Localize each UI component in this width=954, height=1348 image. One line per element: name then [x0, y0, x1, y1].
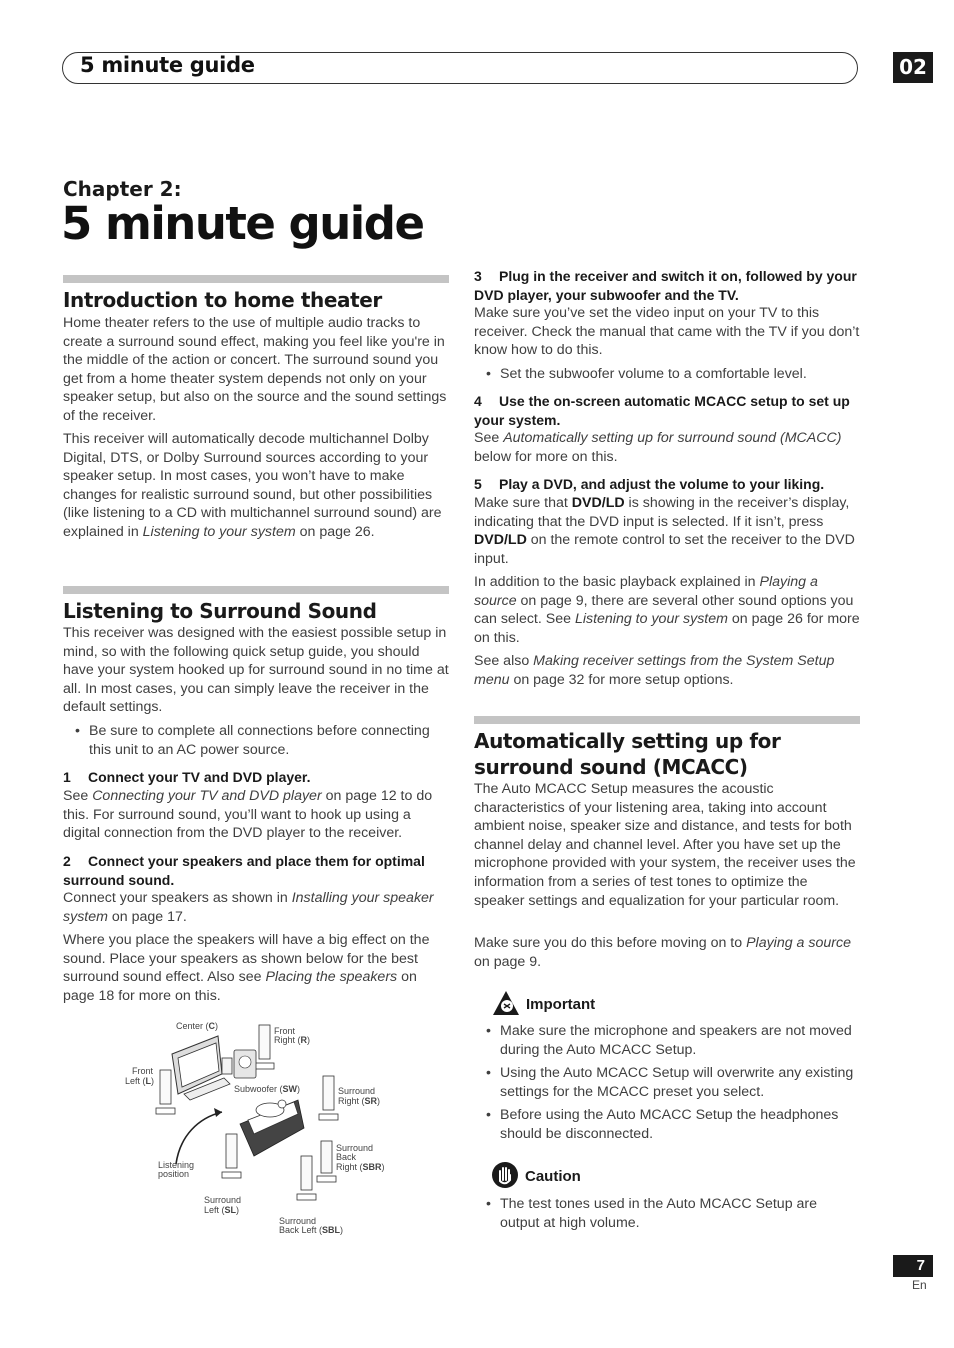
- section-heading-intro: Introduction to home theater: [63, 288, 382, 312]
- label-subwoofer: Subwoofer (SW): [234, 1084, 301, 1094]
- list-item: • The test tones used in the Auto MCACC Setup are output at high volume.: [474, 1195, 860, 1232]
- label-sbr-1: Surround: [336, 1143, 374, 1153]
- step-1-heading: 1 Connect your TV and DVD player.: [63, 769, 311, 785]
- mcacc-paragraph-2: Make sure you do this before moving on to Playing a source on page 9.: [474, 935, 851, 970]
- label-surround-right-1: Surround: [338, 1086, 376, 1096]
- label-sbr-2: Back: [336, 1152, 357, 1162]
- list-item: • Make sure the microphone and speakers are not moved during the Auto MCACC Setup.: [474, 1022, 860, 1059]
- see-also-paragraph: See also Making receiver settings from the System Setup menu on page 32 for more setup options.: [474, 653, 835, 688]
- additional-options-paragraph: In addition to the basic playback explained in Playing a source on page 9, there are several other sound options you can select. See Listening to your system on page 26 for more on this.: [474, 574, 860, 646]
- chapter-title: 5 minute guide: [61, 197, 424, 250]
- caution-hand-icon: [491, 1161, 519, 1189]
- label-front-left-2: Left (L): [125, 1076, 155, 1086]
- label-sl-1: Surround: [204, 1195, 242, 1205]
- chapter-label: Chapter 2:: [63, 177, 182, 201]
- important-icon: [492, 990, 520, 1016]
- label-sbl-1: Surround: [279, 1216, 317, 1226]
- list-item: • Using the Auto MCACC Setup will overwrite any existing settings for the MCACC preset you select.: [474, 1064, 860, 1101]
- surround-back-left-speaker-icon: [297, 1156, 316, 1200]
- list-item: • Before using the Auto MCACC Setup the headphones should be disconnected.: [474, 1106, 860, 1143]
- label-center: Center (C): [176, 1021, 219, 1031]
- intro-paragraph-2: This receiver will automatically decode multichannel Dolby Digital, DTS, or Dolby Surround sources according to your speaker setup. In most cases, you won’t have to make changes for realistic surround sound, but other possibilities (like listening to a CD with multichannel surround sound) are explained in Listening to your system on page 26.: [63, 431, 442, 540]
- label-surround-right-2: Right (SR): [338, 1096, 381, 1106]
- language-code: En: [912, 1278, 927, 1292]
- section-heading-mcacc: Automatically setting up for surround sound (MCACC): [474, 729, 781, 779]
- label-sbr-3: Right (SBR): [336, 1162, 385, 1172]
- arrow-icon: [176, 1112, 222, 1164]
- front-left-speaker-icon: [156, 1070, 175, 1114]
- listening-paragraph: This receiver was designed with the easiest possible setup in mind, so with the following quick setup guide, you should have your system hooked up for surround sound in no time at all. In most cases, you can simply leave the receiver in the default settings.: [63, 625, 449, 716]
- label-front-right-1: Front: [274, 1026, 296, 1036]
- important-heading: Important: [526, 996, 596, 1013]
- section-heading-listening: Listening to Surround Sound: [63, 599, 377, 623]
- label-front-right-2: Right (R): [274, 1035, 311, 1045]
- step-2-heading: 2 Connect your speakers and place them for optimal surround sound.: [63, 853, 425, 888]
- front-right-speaker-icon: [255, 1025, 274, 1069]
- mcacc-paragraph-1: The Auto MCACC Setup measures the acoustic characteristics of your listening area, taking into account ambient noise, speaker size and distance, and tests for both channel delay and channel level. After you have set up the microphone provided with your system, the receiver uses the information from a series of test tones to optimize the speaker settings and equalization for your particular room.: [474, 781, 856, 909]
- label-front-left-1: Front: [132, 1066, 154, 1076]
- step-3-heading: 3 Plug in the receiver and switch it on, followed by your DVD player, your subwoofer and the TV.: [474, 268, 857, 303]
- label-listening-2: position: [158, 1169, 190, 1179]
- header-title: 5 minute guide: [80, 53, 255, 77]
- center-speaker-icon: [222, 1058, 232, 1074]
- step-1-paragraph: See Connecting your TV and DVD player on page 12 to do this. For surround sound, you’ll want to hook up using a digital connection from the DVD player to the receiver.: [63, 788, 433, 842]
- step-5-paragraph: Make sure that DVD/LD is showing in the receiver’s display, indicating that the DVD input is selected. If it isn’t, press DVD/LD on the remote control to set the receiver to the DVD input.: [474, 495, 855, 567]
- step-3-paragraph: Make sure you’ve set the video input on your TV to this receiver. Check the manual that came with the TV if you don’t know how to do this.: [474, 305, 860, 359]
- step-2-paragraph: Connect your speakers as shown in Installing your speaker system on page 17.: [63, 890, 434, 925]
- listening-position-icon: [240, 1100, 304, 1156]
- label-listening-1: Listening: [158, 1160, 195, 1170]
- label-sl-2: Left (SL): [204, 1205, 240, 1215]
- list-item: • Set the subwoofer volume to a comfortable level.: [474, 365, 860, 384]
- page-number: 7: [893, 1255, 933, 1277]
- section-divider: [63, 586, 449, 594]
- surround-left-speaker-icon: [222, 1134, 241, 1178]
- arrowhead-icon: [214, 1108, 222, 1117]
- step-2-paragraph-2: Where you place the speakers will have a big effect on the sound. Place your speakers as shown below for the best surround sound effect. Also see Placing the speakers on page 18 for more on this.: [63, 932, 430, 1004]
- label-sbl-2: Back Left (SBL): [279, 1225, 344, 1235]
- speaker-placement-diagram: [118, 1016, 398, 1241]
- surround-back-right-speaker-icon: [317, 1141, 336, 1182]
- tv-icon: [172, 1036, 230, 1100]
- section-divider: [474, 716, 860, 724]
- step-5-heading: 5 Play a DVD, and adjust the volume to your liking.: [474, 476, 825, 492]
- list-item: • Be sure to complete all connections before connecting this unit to an AC power source.: [63, 722, 449, 759]
- chapter-number-badge: 02: [893, 52, 933, 83]
- subwoofer-icon: [234, 1050, 256, 1078]
- step-4-paragraph: See Automatically setting up for surround sound (MCACC) below for more on this.: [474, 430, 842, 465]
- caution-heading: Caution: [525, 1168, 581, 1185]
- intro-paragraph-1: Home theater refers to the use of multiple audio tracks to create a surround sound effect, making you feel like you're in the middle of the action or concert. The surround sound you get from a home theater system depends not only on your speaker setup, but also on the source and the sound settings of the receiver.: [63, 315, 447, 424]
- step-4-heading: 4 Use the on-screen automatic MCACC setup to set up your system.: [474, 393, 850, 428]
- section-divider: [63, 275, 449, 283]
- surround-right-speaker-icon: [319, 1076, 338, 1120]
